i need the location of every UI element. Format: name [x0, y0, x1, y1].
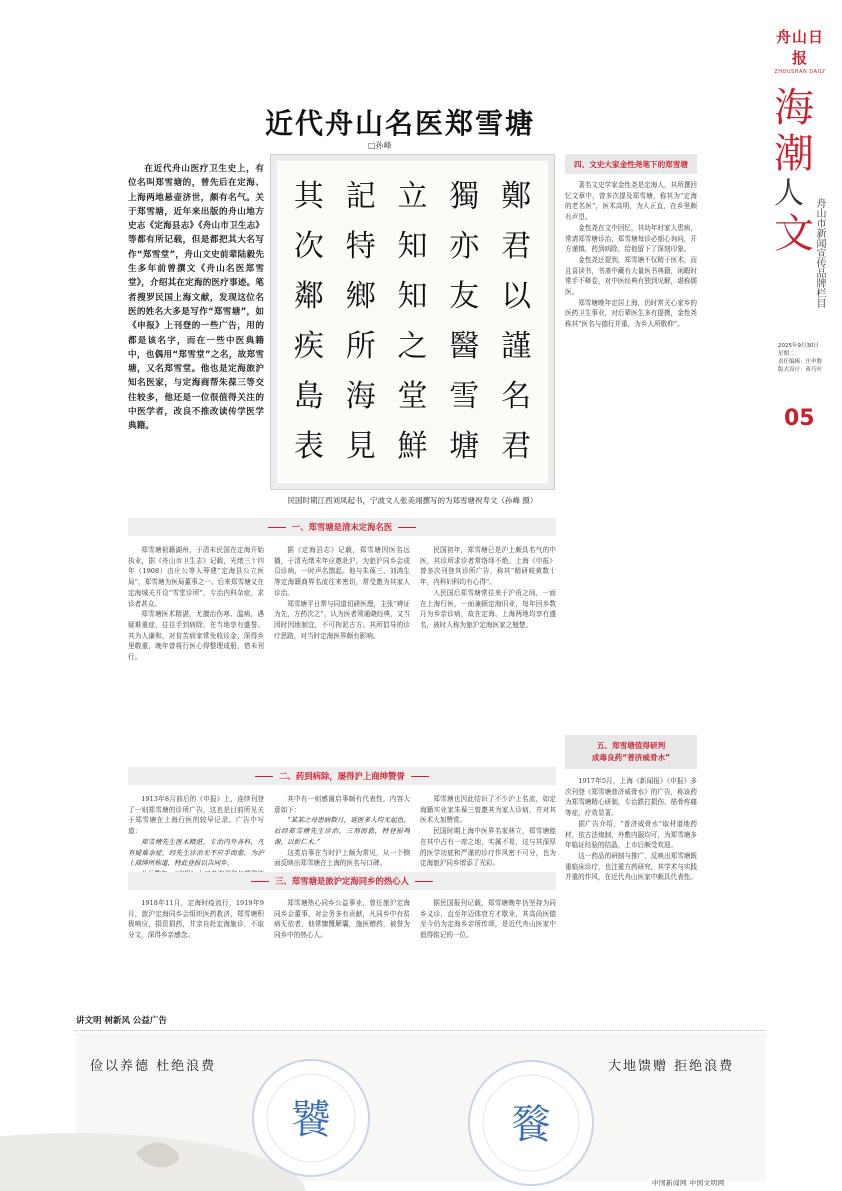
paragraph: 郑雪塘也因此结识了不少沪上名流，如定海籍实业家朱葆三曾邀其为家人诊病，并对其医术大加赞赏。 [420, 795, 556, 825]
calligraphy-glyph: 鄉 [345, 279, 376, 314]
calligraphy-glyph: 島 [293, 379, 324, 414]
calligraphy-column [498, 177, 534, 467]
section-2-title: 二、药到病除，屡得沪上商绅赞誉 [279, 771, 405, 781]
calligraphy-glyph: 鄭 [501, 179, 532, 214]
calligraphy-glyph: 疾 [293, 329, 324, 364]
section-1-title: 一、郑雪塘是清末定海名医 [291, 522, 393, 532]
section-5-body [565, 776, 697, 1000]
issue-editor: 责任编辑：庄申磐 [778, 359, 823, 365]
calligraphy-glyph: 君 [501, 229, 532, 264]
calligraphy-glyph: 之 [397, 329, 428, 364]
band-credit: 中国新闻网 中国文明网 [652, 1179, 725, 1187]
column-description: 舟山市新闻宣传品牌栏目 [814, 198, 825, 308]
calligraphy-glyph: 知 [397, 279, 428, 314]
section-5-title-line2: 成毒良药“普济威骨水” [591, 753, 671, 762]
paragraph: 郑雪塘平日常与同道切磋医理，主张“辨证为先，方药次之”，认为医者须通晓经典，又当因时因地制宜，不可拘泥古方。其所倡导的诊疗思路，对当时定海医界颇有影响。 [274, 599, 410, 640]
issue-date: 2025年9月30日 [778, 343, 819, 349]
section-2-body [128, 794, 556, 866]
calligraphy-column [343, 177, 379, 467]
calligraphy-glyph: 醫 [449, 329, 480, 364]
section-5-header [565, 735, 697, 769]
text-column [420, 794, 556, 866]
paragraph: 著名文史学家金性尧是定海人，其所撰回忆文章中，曾多次提及郑雪塘，称其为“定海的老名医”，医术高明，为人正直，在乡里颇有声望。 [565, 181, 697, 222]
plate-right-char: 餮 [511, 1102, 551, 1148]
calligraphy-glyph: 立 [397, 179, 428, 214]
calligraphy-glyph: 表 [293, 429, 324, 464]
calligraphy-glyph: 塘 [449, 429, 480, 464]
section-3-body [128, 898, 556, 998]
article-title: 近代舟山名医郑雪塘 [264, 107, 535, 140]
section-2-header [128, 767, 556, 785]
calligraphy-column [291, 177, 327, 467]
paragraph: 据广告介绍，“普济威骨水”取材道地药材，依古法炮制，外敷内服均可，为郑雪塘多年临证经验的结晶，上市后颇受欢迎。 [565, 819, 697, 850]
paragraph: 其中有一则感谢启事颇有代表性，内容大意如下： [274, 795, 410, 814]
calligraphy-glyph: 亦 [449, 229, 480, 264]
paragraph: 金性尧还提到，郑雪塘不仅精于医术，而且喜读书，书斋中藏有大量医书典籍，闲暇时常手不释卷，对中医经典有独到见解，堪称儒医。 [565, 255, 697, 297]
paragraph: 郑雪塘热心同乡公益事业，曾任旅沪定海同乡会董事，对会务多有贡献，凡同乡中有贫病无依者，他常慷慨解囊，施医赠药，被誉为同乡中的热心人。 [274, 899, 410, 940]
paragraph: 民国初年，郑雪塘已是沪上颇具名气的中医，其诊所求诊者常络绎不绝。上海《申报》曾多次刊登其诊所广告，称其“精研岐黄数十年，内科妇科均有心得”。 [420, 546, 556, 587]
issue-designer: 版式设计：蒋巧叶 [778, 367, 823, 373]
calligraphy-glyph: 記 [345, 179, 376, 214]
paragraph: 入民国后郑雪塘常往来于沪甬之间，一面在上海行医，一面兼顾定海旧业，每年回乡数月为乡亲诊病，故在定海、上海两地均享有盛名，被时人称为旅沪定海医家之翘楚。 [420, 588, 556, 629]
section-1-body [128, 545, 556, 755]
newspaper-logo-sub: ZHOUSHAN DAILY [774, 69, 826, 75]
section-4-title: 四、文史大家金性尧笔下的郑雪塘 [574, 159, 688, 169]
quote-paragraph: “某某之母患病数月，延医多人均无起色，后经郑雪塘先生诊治，三剂而愈，特登报鸣谢，以彰仁术。” [274, 816, 410, 846]
quote-paragraph: 郑雪塘先生医术精湛，专治内外各科，凡有疑难杂症，经先生诊治无不应手而愈，为沪上商绅所称道，特此登报以告同乡。 [128, 837, 264, 868]
calligraphy-glyph: 次 [293, 229, 324, 264]
text-column [128, 545, 264, 755]
calligraphy-glyph: 其 [293, 179, 324, 214]
text-column [274, 545, 410, 755]
section-5-title-line1: 五、郑雪塘值得研判 [596, 741, 666, 750]
page-number: 05 [784, 406, 815, 431]
calligraphy-glyph: 鄰 [293, 279, 324, 314]
paragraph: 据民国报刊记载，郑雪塘晚年仍坚持为同乡义诊，直至年迈体衰方才歇业，其高尚医德至今仍为定海乡亲所传颂，是近代舟山医家中值得铭记的一位。 [420, 899, 556, 940]
calligraphy-glyph: 以 [501, 279, 532, 314]
paragraph: 郑雪塘医术精湛，尤擅治伤寒、温病，遇疑难重症，往往手到病除，在当地享有盛誉。其为人谦和，对贫苦病家常免收诊金，深得乡里敬重，晚年曾将行医心得整理成册，惜未刊行。 [128, 610, 264, 662]
paragraph: 1917年5月，上海《新闻报》《申报》多次刊登《郑雪塘普济威骨水》的广告，称该药为郑雪塘精心研制，专治跌打损伤、筋骨疼痛等症，疗效显著。 [565, 777, 697, 818]
calligraphy-glyph: 君 [501, 429, 532, 464]
calligraphy-glyph: 友 [449, 279, 480, 314]
paragraph: 据《定海县志》记载，郑雪塘因医名远播，于清光绪末年应邀赴沪，为旅沪同乡会成员诊病，一时声名鹊起。他与朱葆三、刘鸿生等定海籍商界名流往来密切，常受邀为其家人诊治。 [274, 546, 410, 597]
calligraphy-glyph: 特 [345, 229, 376, 264]
paragraph: 1918年11月，定海时疫流行，1919年9月，旅沪定海同乡会组织医药救济，郑雪塘积极响应，捐资捐药，并亲自赴定海施诊，不取分文，深得乡亲感念。 [128, 899, 264, 940]
calligraphy-glyph: 所 [345, 329, 376, 364]
column-title-top: 海潮 [774, 85, 814, 177]
calligraphy-glyph: 堂 [397, 379, 428, 414]
byline: □孙峰 [368, 141, 392, 150]
calligraphy-photo [270, 154, 555, 490]
paragraph: 这一药品的研制与推广，反映出郑雪塘既重临床诊疗，也注重方药研究，其学术与实践并重的作风，在近代舟山医家中颇具代表性。 [565, 851, 697, 882]
section-3 [128, 872, 556, 1006]
paragraph: 金性尧在文中回忆，其幼年时家人患病，常请郑雪塘诊治，郑雪塘每诊必细心询问，开方谨慎，药到病除，给他留下了深刻印象。 [565, 223, 697, 254]
calligraphy-glyph: 名 [501, 379, 532, 414]
calligraphy-glyph: 雪 [449, 379, 480, 414]
paragraph: 郑雪塘祖籍湖州，于清末民国在定海开始执业，据《舟山市卫生志》记载，光绪三十四年（1908）由庄公等人筹建“定海县公立医局”，郑雪塘为医局董事之一。后来郑雪塘又在定海城关开设“雪堂诊所”，专治内科杂症，求诊者甚众。 [128, 546, 264, 608]
newspaper-logo: 舟山日报 [775, 28, 824, 67]
column-title-wen: 文 [774, 211, 814, 257]
section-3-title: 三、郑雪塘是旅沪定海同乡的热心人 [275, 876, 409, 886]
calligraphy-column [394, 177, 430, 467]
slogan-left: 俭以养德 杜绝浪费 [90, 1059, 217, 1074]
calligraphy-glyph: 獨 [449, 179, 480, 214]
masthead [770, 26, 830, 75]
calligraphy-glyph: 海 [345, 379, 376, 414]
band-divider [75, 1030, 765, 1031]
text-column [274, 794, 410, 866]
calligraphy-paper [277, 161, 548, 483]
text-column [420, 545, 556, 755]
paragraph: 这类启事在当时沪上颇为常见，从一个侧面反映出郑雪塘在上海的医名与口碑。 [274, 848, 410, 868]
section-4-header [565, 154, 697, 174]
photo-caption: 民国时期江西刘凤起书，宁波文人张美翊撰写的为郑雪塘祝寿文（孙峰 摄） [287, 496, 538, 505]
issue-meta [778, 342, 828, 374]
paragraph: 1913年8月前后的《申报》上，连续刊登了一则郑雪塘的诊所广告，这也是目前所见关于郑雪塘在上海行医的较早记录。广告中写道： [128, 795, 264, 836]
calligraphy-glyph: 見 [345, 429, 376, 464]
article-intro: 在近代舟山医疗卫生史上，有位名叫郑雪塘的，曾先后在定海、上海两地悬壶济世，颇有名气。关于郑雪塘，近年来出版的舟山地方史志《定海县志》《舟山市卫生志》等都有所记载，但是都把其大名写作“郑雪堂”，舟山文史前辈陆毅先生多年前曾撰文《舟山名医郑雪堂》，介绍其在定海的医疗事迹。笔者搜罗民国上海文献，发现这位名医的姓名大多是写作“郑雪塘”，如《申报》上刊登的一些广告，用的都是该名字，而在一些中医典籍中，也偶用“郑雪堂”之名，故郑雪塘，又名郑雪堂。他也是定海旅沪知名医家，与定海商帮朱葆三等交往较多，他还是一位很值得关注的中医学者，改良不推改读传学医学典籍。 [128, 164, 264, 432]
column-title-ren: 人 [774, 176, 804, 211]
section-3-header [128, 872, 556, 890]
issue-weekday: 星期二 [778, 351, 795, 357]
section-4-body [565, 180, 697, 728]
plate-left-char: 饕 [291, 1097, 331, 1143]
text-column [420, 898, 556, 998]
calligraphy-glyph: 鮮 [397, 429, 428, 464]
paragraph: 民国时期上海中医界名家林立，郑雪塘能在其中占有一席之地，实属不易，这与其深厚的医学功底和严谨的诊疗作风密不可分，也为定海旅沪同乡增添了光彩。 [420, 827, 556, 868]
slogan-right: 大地馈赠 拒绝浪费 [608, 1059, 735, 1074]
text-column [128, 898, 264, 998]
text-column [128, 794, 264, 866]
calligraphy-column [446, 177, 482, 467]
calligraphy-glyph: 謹 [501, 329, 532, 364]
paragraph: 郑雪塘晚年定居上海，仍时常关心家乡的医药卫生事业，对后辈医生多有提携，金性尧称其“医名与德行并重，为乡人所敬仰”。 [565, 298, 697, 329]
section-1-header [128, 518, 556, 536]
text-column [274, 898, 410, 998]
calligraphy-glyph: 知 [397, 229, 428, 264]
band-label: 讲文明 树新风 公益广告 [76, 1016, 167, 1026]
